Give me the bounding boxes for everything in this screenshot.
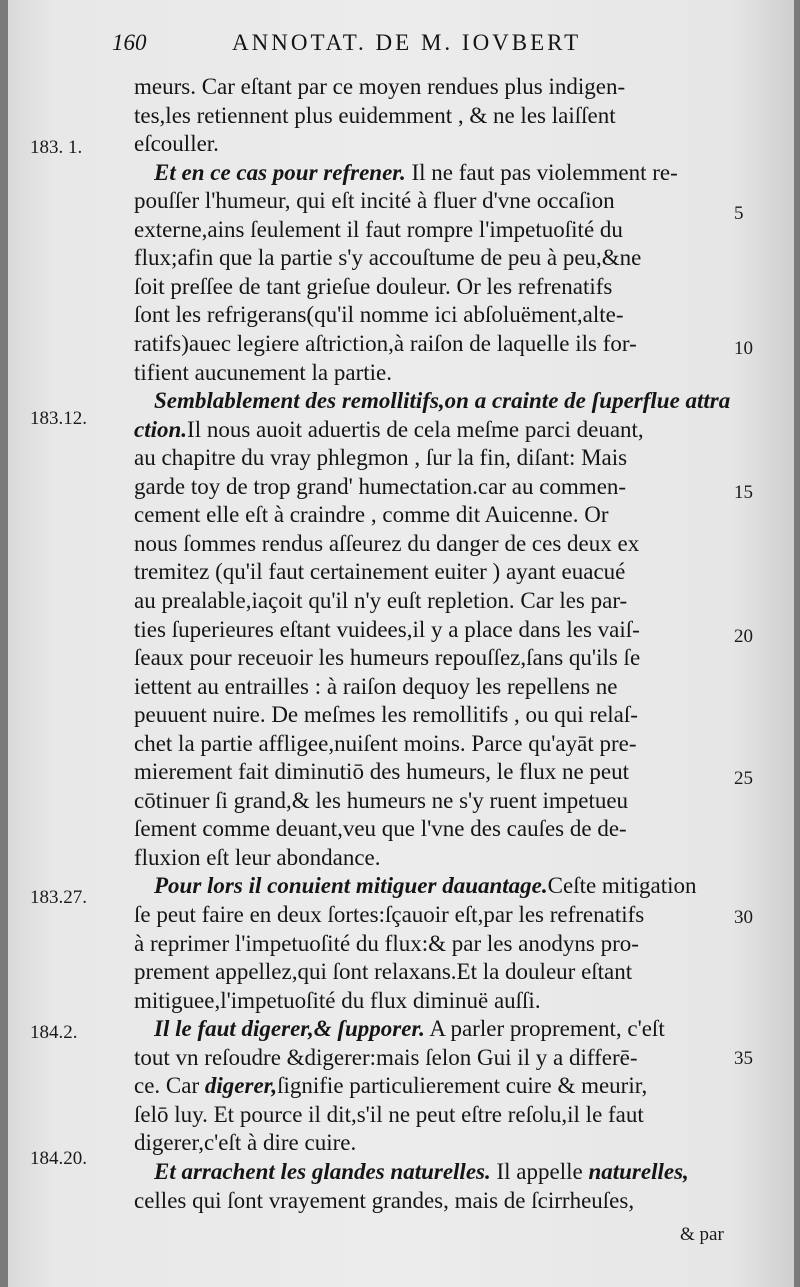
body-text: eſcouller. (134, 131, 219, 157)
lemma-text: digerer, (204, 1073, 278, 1099)
body-text: iettent au entrailles : à raiſon dequoy les repellens ne (134, 673, 618, 699)
body-text: tifient aucunement la partie. (134, 359, 392, 385)
body-text: Il appelle (490, 1158, 589, 1184)
lemma-text: Et arrachent les glandes naturelles. (154, 1158, 491, 1184)
body-text: prement appellez,qui ſont relaxans.Et la douleur eſtant (134, 959, 633, 985)
page-number: 160 (112, 30, 147, 55)
running-title: ANNOTAT. DE M. IOVBERT (232, 30, 582, 55)
body-text: A parler proprement, c'eſt (424, 1016, 665, 1042)
body-text: externe,ains ſeulement il faut rompre l'impetuoſité du (134, 216, 623, 242)
body-text: Ceſte mitigation (547, 873, 697, 899)
body-text: ſont les refrigerans(qu'il nomme ici abſoluëment,alte- (134, 302, 624, 328)
body-text: au prealable,iaçoit qu'il n'y euſt repletion. Car les par- (134, 587, 628, 613)
body-text: ſignifie particulierement cuire & meurir, (277, 1073, 648, 1099)
body-text: ce. Car (134, 1073, 205, 1099)
lemma-text: ction. (134, 416, 188, 442)
text-line (134, 1184, 736, 1218)
body-text: ratifs)auec legiere aſtriction,à raiſon de laquelle ils for- (134, 330, 637, 356)
body-text: ſement comme deuant,veu que l'vne des cauſes de de- (134, 816, 627, 842)
body-text: cōtinuer ſi grand,& les humeurs ne s'y ruent impetueu (134, 787, 629, 813)
catchword: & par (680, 1224, 724, 1245)
body-text: fluxion eſt leur abondance. (134, 844, 381, 870)
body-text: à reprimer l'impetuoſité du flux:& par les anodyns pro- (134, 930, 639, 956)
line-number: 35 (734, 1048, 753, 1069)
margin-reference: 183.27. (30, 887, 87, 908)
margin-reference: 183.12. (30, 408, 87, 429)
body-text: garde toy de trop grand' humectation.car au commen- (134, 473, 627, 499)
body-text: peuuent nuire. De meſmes les remollitifs , ou qui relaſ- (134, 702, 638, 728)
line-number: 30 (734, 907, 753, 928)
body-text: au chapitre du vray phlegmon , ſur la fin, diſant: Mais (134, 445, 628, 471)
body-text: Il nous auoit aduertis de cela meſme parci deuant, (187, 416, 644, 442)
lemma-text: Il le faut digerer,& ſupporer. (154, 1016, 425, 1042)
body-text: ſe peut faire en deux ſortes:ſçauoir eſt,par les refrenatifs (134, 902, 645, 927)
body-text: mitiguee,l'impetuoſité du flux diminuë auſſi. (134, 987, 541, 1013)
line-number: 20 (734, 626, 753, 647)
body-text: tremitez (qu'il faut certainement euiter ) ayant euacué (134, 559, 626, 585)
body-text: chet la partie affligee,nuiſent moins. Parce qu'ayāt pre- (134, 730, 637, 756)
line-number: 10 (734, 338, 753, 359)
line-number: 15 (734, 482, 753, 503)
body-text: ties ſuperieures eſtant vuidees,il y a place dans les vaiſ- (134, 616, 640, 642)
body-text: flux;afin que la partie s'y accouſtume de peu à peu,&ne (134, 245, 642, 271)
line-number: 25 (734, 768, 753, 789)
body-text: pouſſer l'humeur, qui eſt incité à fluer d'vne occaſion (134, 188, 615, 214)
body-text: ſelō luy. Et pource il dit,s'il ne peut eſtre reſolu,il le faut (134, 1101, 644, 1127)
body-text: nous ſommes rendus aſſeurez du danger de ces deux ex (134, 530, 640, 556)
lemma-text: Pour lors il conuient mitiguer dauantage. (154, 873, 548, 899)
margin-reference: 183. 1. (30, 137, 83, 158)
body-text: digerer,c'eſt à dire cuire. (134, 1130, 357, 1156)
book-page (8, 0, 794, 1287)
lemma-text: naturelles, (588, 1158, 689, 1184)
body-text: tes,les retiennent plus euidemment , & ne les laiſſent (134, 102, 616, 128)
body-text: celles qui ſont vrayement grandes, mais de ſcirrheuſes, (134, 1187, 635, 1213)
body-text: ſoit preſſee de tant grieſue douleur. Or les refrenatifs (134, 273, 613, 299)
margin-reference: 184.2. (30, 1022, 78, 1043)
body-text: tout vn reſoudre &digerer:mais ſelon Gui il y a differē- (134, 1044, 638, 1070)
lemma-text: Semblablement des remollitifs,on a crainte de ſuperflue attra (154, 388, 731, 414)
running-head (112, 30, 732, 60)
line-number: 5 (734, 203, 744, 224)
lemma-text: Et en ce cas pour refrener. (154, 159, 406, 185)
body-text: meurs. Car eſtant par ce moyen rendues plus indigen- (134, 74, 626, 99)
body-text: mierement fait diminutiō des humeurs, le flux ne peut (134, 759, 630, 785)
body-text: ſeaux pour receuoir les humeurs repouſſez,ſans qu'ils ſe (134, 645, 641, 670)
body-text: cement elle eſt à craindre , comme dit Auicenne. Or (134, 502, 609, 528)
body-text: Il ne faut pas violemment re- (405, 159, 678, 185)
margin-reference: 184.20. (30, 1148, 87, 1169)
